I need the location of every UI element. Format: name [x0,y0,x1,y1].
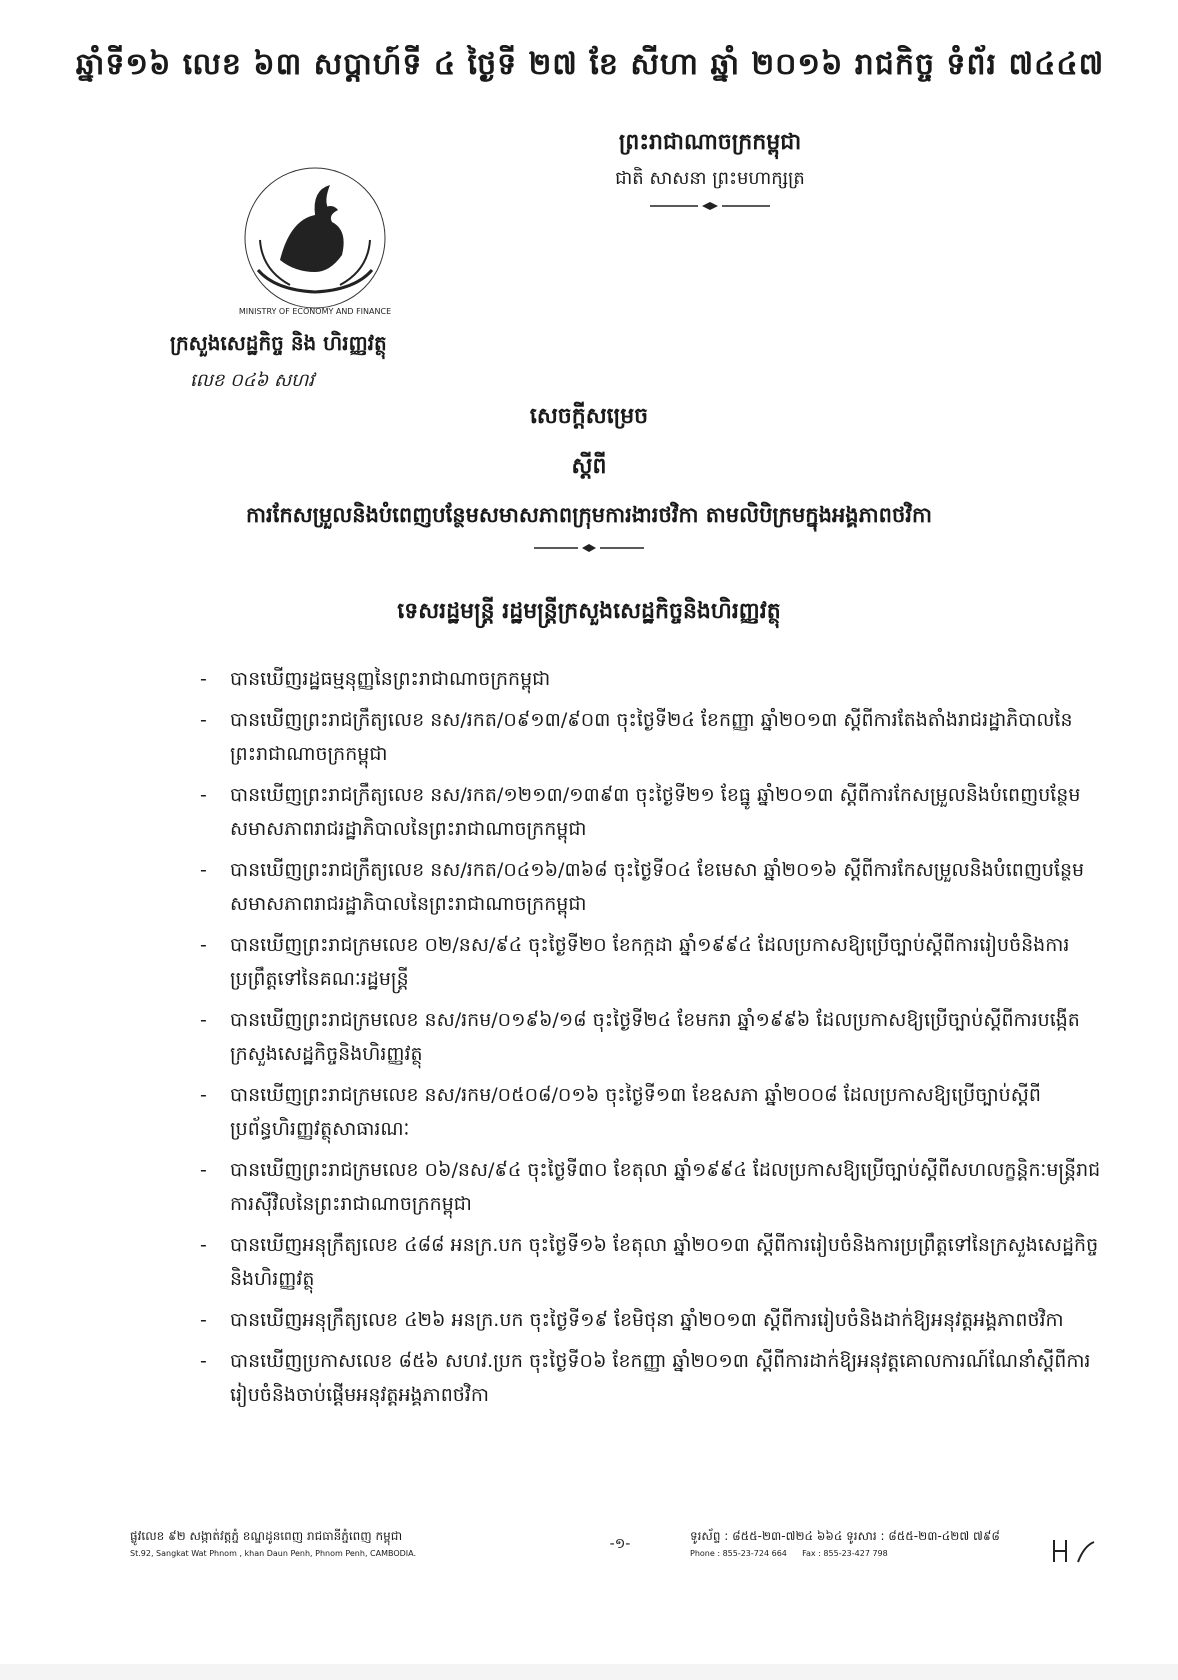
list-item: - បានឃើញព្រះរាជក្រមលេខ ០៦/នស/៩៤ ចុះថ្ងៃទី៣០ ខែតុលា ឆ្នាំ១៩៩៤ ដែលប្រកាសឱ្យប្រើច្បាប់ស្តីពីសហលក្ខន្តិកៈមន្ត្រីរាជការស៊ីវិលនៃព្រះរាជាណាចក្រកម្ពុជា [200,1159,1101,1215]
clause-text: បានឃើញព្រះរាជក្រមលេខ នស/រកម/០៥០៨/០១៦ ចុះថ្ងៃទី១៣ ខែឧសភា ឆ្នាំ២០០៨ ដែលប្រកាសឱ្យប្រើច្បាប់ស្តីពីប្រព័ន្ធហិរញ្ញវត្ថុសាធារណៈ [230,1084,1041,1140]
footer-contact-en [690,1549,1050,1558]
divider-ornament-icon [650,201,770,211]
page-footer [130,1528,1050,1572]
clause-text: បានឃើញព្រះរាជក្រមលេខ ០២/នស/៩៤ ចុះថ្ងៃទី២០ ខែកក្កដា ឆ្នាំ១៩៩៤ ដែលប្រកាសឱ្យប្រើច្បាប់ស្តីពីការរៀបចំនិងការប្រព្រឹត្តទៅនៃគណៈរដ្ឋមន្ត្រី [230,934,1070,990]
kingdom-name: ព្រះរាជាណាចក្រកម្ពុជា [618,130,802,155]
clause-text: បានឃើញព្រះរាជក្រមលេខ នស/រកម/០១៩៦/១៨ ចុះថ្ងៃទី២៤ ខែមករា ឆ្នាំ១៩៩៦ ដែលប្រកាសឱ្យប្រើច្បាប់ស្តីពីការបង្កើតក្រសួងសេដ្ឋកិច្ចនិងហិរញ្ញវត្ថុ [230,1009,1080,1065]
footer-fax: Fax : 855-23-427 798 [802,1549,888,1558]
page-number: -១- [609,1536,631,1552]
list-item: - បានឃើញព្រះរាជក្រមលេខ នស/រកម/០១៩៦/១៨ ចុះថ្ងៃទី២៤ ខែមករា ឆ្នាំ១៩៩៦ ដែលប្រកាសឱ្យប្រើច្បាប់ស្តីពីការបង្កើតក្រសួងសេដ្ឋកិច្ចនិងហិរញ្ញវត្ថុ [200,1009,1080,1065]
decision-title-block [100,402,1078,629]
document-type: សេចក្តីសម្រេច [529,404,649,429]
clause-text: បានឃើញព្រះរាជក្រមលេខ ០៦/នស/៩៤ ចុះថ្ងៃទី៣០ ខែតុលា ឆ្នាំ១៩៩៤ ដែលប្រកាសឱ្យប្រើច្បាប់ស្តីពីសហលក្ខន្តិកៈមន្ត្រីរាជការស៊ីវិលនៃព្រះរាជាណាចក្រកម្ពុជា [230,1159,1101,1215]
decision-subject: ការកែសម្រួលនិងបំពេញបន្ថែមសមាសភាពក្រុមការងារថវិកា តាមលិបិក្រមក្នុងអង្គភាពថវិកា [246,503,932,527]
reference-number: លេខ ០៤៦ សហវ [190,370,314,391]
list-item: - បានឃើញព្រះរាជក្រឹត្យលេខ នស/រកត/០៤១៦/៣៦៨ ចុះថ្ងៃទី០៤ ខែមេសា ឆ្នាំ២០១៦ ស្តីពីការកែសម្រួលនិងបំពេញបន្ថែមសមាសភាពរាជរដ្ឋាភិបាលនៃព្រះរាជាណាចក្រកម្ពុជា [200,859,1085,915]
footer-address-km: ផ្លូវលេខ ៩២ សង្កាត់វត្តភ្នំ ខណ្ឌដូនពេញ រាជធានីភ្នំពេញ កម្ពុជា [130,1529,403,1543]
gazette-header: ឆ្នាំទី១៦ លេខ ៦៣ សប្តាហ៍ទី ៤ ថ្ងៃទី ២៧ ខែ សីហា ឆ្នាំ ២០១៦ រាជកិច្ច ទំព័រ ៧៤៤៧ [75,47,1105,82]
list-item: - បានឃើញព្រះរាជក្រឹត្យលេខ នស/រកត/១២១៣/១៣៩៣ ចុះថ្ងៃទី២១ ខែធ្នូ ឆ្នាំ២០១៣ ស្តីពីការកែសម្រួលនិងបំពេញបន្ថែមសមាសភាពរាជរដ្ឋាភិបាលនៃព្រះរាជាណាចក្រកម្ពុជា [200,784,1081,840]
initials-signature-icon [1050,1536,1100,1566]
divider-ornament-icon [534,543,644,553]
list-item: - បានឃើញព្រះរាជក្រមលេខ នស/រកម/០៥០៨/០១៦ ចុះថ្ងៃទី១៣ ខែឧសភា ឆ្នាំ២០០៨ ដែលប្រកាសឱ្យប្រើច្បាប់ស្តីពីប្រព័ន្ធហិរញ្ញវត្ថុសាធារណៈ [200,1084,1041,1140]
list-item: - បានឃើញអនុក្រឹត្យលេខ ៤៨៨ អនក្រ.បក ចុះថ្ងៃទី១៦ ខែតុលា ឆ្នាំ២០១៣ ស្តីពីការរៀបចំនិងការប្រព្រឹត្តទៅនៃក្រសួងសេដ្ឋកិច្ចនិងហិរញ្ញវត្ថុ [200,1234,1099,1290]
scan-edge [0,1664,1178,1680]
clause-text: បានឃើញរដ្ឋធម្មនុញ្ញនៃព្រះរាជាណាចក្រកម្ពុជា [230,668,551,690]
ministry-name: ក្រសួងសេដ្ឋកិច្ច និង ហិរញ្ញវត្ថុ [170,331,387,355]
clause-text: បានឃើញព្រះរាជក្រឹត្យលេខ នស/រកត/១២១៣/១៣៩៣ ចុះថ្ងៃទី២១ ខែធ្នូ ឆ្នាំ២០១៣ ស្តីពីការកែសម្រួលនិងបំពេញបន្ថែមសមាសភាពរាជរដ្ឋាភិបាលនៃព្រះរាជាណាចក្រកម្ពុជា [230,784,1081,840]
list-item: - បានឃើញប្រកាសលេខ ៨៥៦ សហវ.ប្រក ចុះថ្ងៃទី០៦ ខែកញ្ញា ឆ្នាំ២០១៣ ស្តីពីការដាក់ឱ្យអនុវត្តគោលការណ៍ណែនាំស្តីពីការរៀបចំនិងចាប់ផ្តើមអនុវត្តអង្គភាពថវិកា [200,1350,1091,1406]
issuer-title: ទេសរដ្ឋមន្ត្រី រដ្ឋមន្ត្រីក្រសួងសេដ្ឋកិច្ចនិងហិរញ្ញវត្ថុ [397,599,781,624]
footer-contact [690,1528,1050,1558]
footer-contact-km: ទូរស័ព្ទ : ៨៥៥-២៣-៧២៤ ៦៦៤ ទូរសារ : ៨៥៥-២៣-៤២៧ ៧៩៨ [690,1529,1000,1543]
rooster-emblem-icon [220,160,410,320]
clause-text: បានឃើញព្រះរាជក្រឹត្យលេខ នស/រកត/០៤១៦/៣៦៨ ចុះថ្ងៃទី០៤ ខែមេសា ឆ្នាំ២០១៦ ស្តីពីការកែសម្រួលនិងបំពេញបន្ថែមសមាសភាពរាជរដ្ឋាភិបាលនៃព្រះរាជាណាចក្រកម្ពុជា [230,859,1085,915]
clause-text: បានឃើញប្រកាសលេខ ៨៥៦ សហវ.ប្រក ចុះថ្ងៃទី០៦ ខែកញ្ញា ឆ្នាំ២០១៣ ស្តីពីការដាក់ឱ្យអនុវត្តគោលការណ៍ណែនាំស្តីពីការរៀបចំនិងចាប់ផ្តើមអនុវត្តអង្គភាពថវិកា [230,1350,1091,1406]
clause-text: បានឃើញអនុក្រឹត្យលេខ ៤២៦ អនក្រ.បក ចុះថ្ងៃទី១៩ ខែមិថុនា ឆ្នាំ២០១៣ ស្តីពីការរៀបចំនិងដាក់ឱ្យអនុវត្តអង្គភាពថវិកា [230,1309,1064,1331]
list-item: - បានឃើញអនុក្រឹត្យលេខ ៤២៦ អនក្រ.បក ចុះថ្ងៃទី១៩ ខែមិថុនា ឆ្នាំ២០១៣ ស្តីពីការរៀបចំនិងដាក់ឱ្យអនុវត្តអង្គភាពថវិកា [200,1309,1064,1331]
clause-list [200,662,1110,1419]
footer-address-en: St.92, Sangkat Wat Phnom , khan Daun Penh, Phnom Penh, CAMBODIA. [130,1549,417,1558]
footer-phone: Phone : 855-23-724 664 [690,1549,787,1558]
emblem-arc-text: MINISTRY OF ECONOMY AND FINANCE [238,307,392,316]
subject-word: ស្តីពី [571,454,607,479]
footer-address [130,1528,550,1558]
clause-text: បានឃើញព្រះរាជក្រឹត្យលេខ នស/រកត/០៩១៣/៩០៣ ចុះថ្ងៃទី២៤ ខែកញ្ញា ឆ្នាំ២០១៣ ស្តីពីការតែងតាំងរាជរដ្ឋាភិបាលនៃព្រះរាជាណាចក្រកម្ពុជា [230,709,1073,765]
kingdom-heading [520,128,900,211]
kingdom-motto: ជាតិ សាសនា ព្រះមហាក្សត្រ [615,168,805,189]
list-item: - បានឃើញរដ្ឋធម្មនុញ្ញនៃព្រះរាជាណាចក្រកម្ពុជា [200,668,551,690]
clause-text: បានឃើញអនុក្រឹត្យលេខ ៤៨៨ អនក្រ.បក ចុះថ្ងៃទី១៦ ខែតុលា ឆ្នាំ២០១៣ ស្តីពីការរៀបចំនិងការប្រព្រឹត្តទៅនៃក្រសួងសេដ្ឋកិច្ចនិងហិរញ្ញវត្ថុ [230,1234,1099,1290]
list-item: - បានឃើញព្រះរាជក្រមលេខ ០២/នស/៩៤ ចុះថ្ងៃទី២០ ខែកក្កដា ឆ្នាំ១៩៩៤ ដែលប្រកាសឱ្យប្រើច្បាប់ស្តីពីការរៀបចំនិងការប្រព្រឹត្តទៅនៃគណៈរដ្ឋមន្ត្រី [200,934,1070,990]
list-item: - បានឃើញព្រះរាជក្រឹត្យលេខ នស/រកត/០៩១៣/៩០៣ ចុះថ្ងៃទី២៤ ខែកញ្ញា ឆ្នាំ២០១៣ ស្តីពីការតែងតាំងរាជរដ្ឋាភិបាលនៃព្រះរាជាណាចក្រកម្ពុជា [200,709,1073,765]
